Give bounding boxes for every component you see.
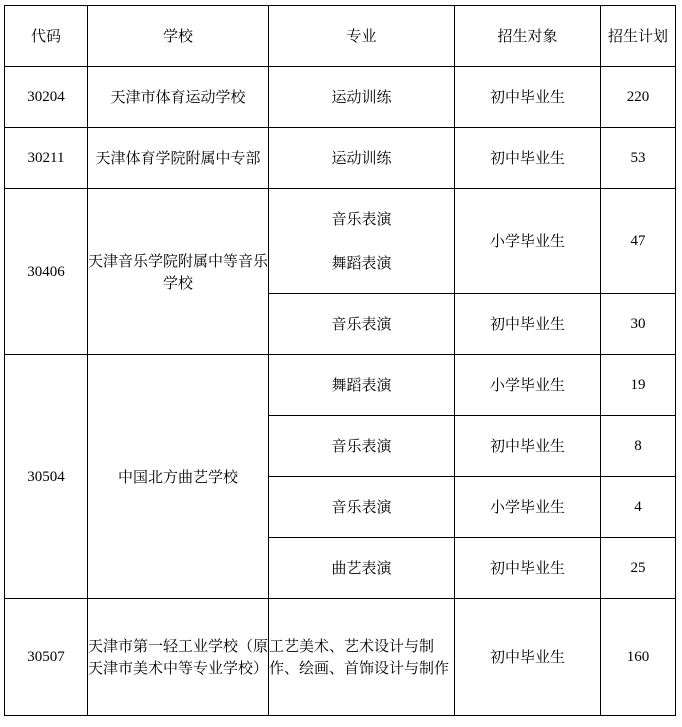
code-cell: 30406	[5, 189, 88, 355]
target-cell: 初中毕业生	[455, 128, 601, 189]
school-cell: 天津市第一轻工业学校（原天津市美术中等专业学校）	[88, 599, 269, 716]
school-cell: 天津体育学院附属中专部	[88, 128, 269, 189]
table-row	[5, 67, 676, 128]
target-cell: 小学毕业生	[455, 477, 601, 538]
code-cell: 30507	[5, 599, 88, 716]
header-major: 专业	[269, 6, 455, 67]
plan-cell: 30	[601, 294, 676, 355]
header-target: 招生对象	[455, 6, 601, 67]
plan-cell: 8	[601, 416, 676, 477]
plan-cell: 47	[601, 189, 676, 294]
table-row	[5, 128, 676, 189]
major-line: 舞蹈表演	[331, 254, 392, 272]
major-cell: 运动训练	[269, 128, 455, 189]
plan-cell: 19	[601, 355, 676, 416]
table-row	[5, 355, 676, 416]
code-cell: 30204	[5, 67, 88, 128]
major-cell	[269, 189, 455, 294]
header-school: 学校	[88, 6, 269, 67]
target-cell: 小学毕业生	[455, 189, 601, 294]
enrollment-table	[4, 5, 676, 716]
code-cell: 30211	[5, 128, 88, 189]
major-cell: 运动训练	[269, 67, 455, 128]
plan-cell: 160	[601, 599, 676, 716]
major-cell: 音乐表演	[269, 416, 455, 477]
header-row	[5, 6, 676, 67]
major-cell: 音乐表演	[269, 477, 455, 538]
school-cell: 天津市体育运动学校	[88, 67, 269, 128]
target-cell: 小学毕业生	[455, 355, 601, 416]
target-cell: 初中毕业生	[455, 67, 601, 128]
target-cell: 初中毕业生	[455, 538, 601, 599]
plan-cell: 25	[601, 538, 676, 599]
major-cell: 舞蹈表演	[269, 355, 455, 416]
table-row	[5, 599, 676, 716]
target-cell: 初中毕业生	[455, 416, 601, 477]
school-cell: 中国北方曲艺学校	[88, 355, 269, 599]
target-cell: 初中毕业生	[455, 599, 601, 716]
code-cell: 30504	[5, 355, 88, 599]
target-cell: 初中毕业生	[455, 294, 601, 355]
plan-cell: 53	[601, 128, 676, 189]
plan-cell: 220	[601, 67, 676, 128]
major-cell: 音乐表演	[269, 294, 455, 355]
table-row	[5, 189, 676, 294]
major-line: 音乐表演	[331, 210, 392, 228]
major-cell: 曲艺表演	[269, 538, 455, 599]
major-cell: 工艺美术、艺术设计与制作、绘画、首饰设计与制作	[269, 599, 455, 716]
header-plan: 招生计划	[601, 6, 676, 67]
plan-cell: 4	[601, 477, 676, 538]
school-cell: 天津音乐学院附属中等音乐学校	[88, 189, 269, 355]
header-code: 代码	[5, 6, 88, 67]
